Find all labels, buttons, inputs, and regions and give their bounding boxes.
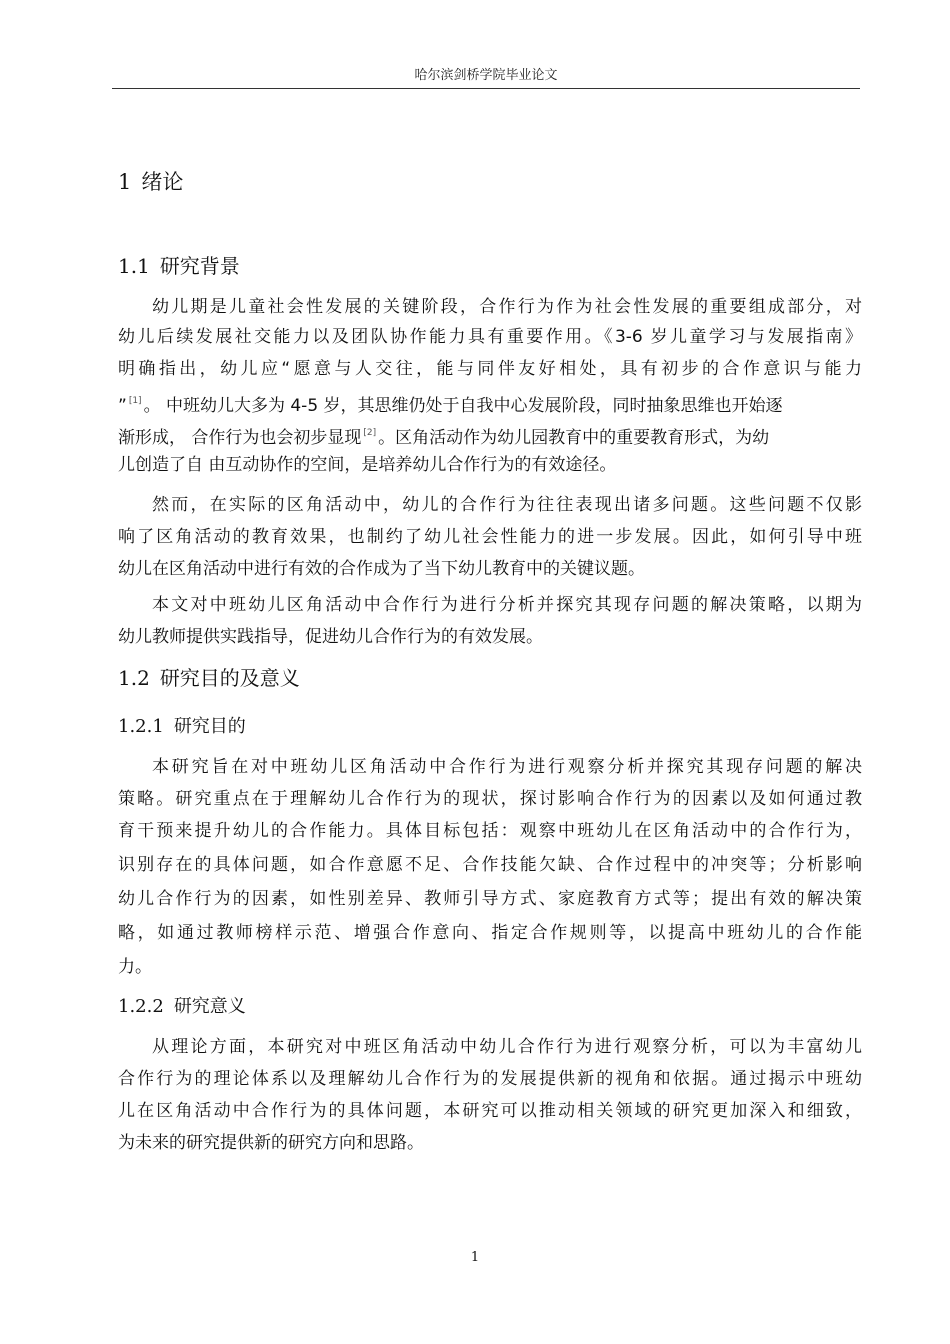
text-line: 幼儿期是儿童社会性发展的关键阶段，合作行为作为社会性发展的重要组成部分，对: [152, 297, 862, 317]
section-heading-1-2: [118, 662, 300, 691]
text-line: 育干预来提升幼儿的合作能力。具体目标包括：观察中班幼儿在区角活动中的合作行为，: [118, 821, 862, 841]
text-line: [118, 388, 783, 419]
text-line: 合作行为的理论体系以及理解幼儿合作行为的发展提供新的视角和依据。通过揭示中班幼: [118, 1069, 862, 1089]
text-line: 从理论方面，本研究对中班区角活动中幼儿合作行为进行观察分析，可以为丰富幼儿: [152, 1037, 862, 1057]
citation-ref-2[interactable]: [2]: [363, 428, 377, 438]
chapter-heading: [118, 166, 183, 196]
section-heading-1-1: [118, 250, 240, 279]
header-divider: [112, 88, 860, 89]
text-line: 幼儿教师提供实践指导，促进幼儿合作行为的有效发展。: [118, 627, 543, 647]
running-header: 哈尔滨剑桥学院毕业论文: [414, 68, 558, 83]
text-fragment: 。 中班幼儿大多为 4-5 岁，其思维仍处于自我中心发展阶段，同时抽象思维也开始逐: [143, 396, 783, 416]
text-line: 儿在区角活动中合作行为的具体问题，本研究可以推动相关领域的研究更加深入和细致，: [118, 1101, 862, 1121]
subsection-number: 1.2.2: [118, 996, 164, 1017]
text-line: 明确指出，幼儿应“愿意与人交往，能与同伴友好相处，具有初步的合作意识与能力: [118, 359, 862, 379]
text-line: 本研究旨在对中班幼儿区角活动中合作行为进行观察分析并探究其现存问题的解决: [152, 757, 862, 777]
text-line: 为未来的研究提供新的研究方向和思路。: [118, 1133, 424, 1153]
text-fragment: ”: [118, 396, 127, 416]
section-title: 研究目的及意义: [159, 666, 300, 690]
subsection-number: 1.2.1: [118, 716, 164, 737]
text-line: [118, 420, 769, 451]
text-line: 响了区角活动的教育效果，也制约了幼儿社会性能力的进一步发展。因此，如何引导中班: [118, 527, 862, 547]
text-line: 策略。研究重点在于理解幼儿合作行为的现状，探讨影响合作行为的因素以及如何通过教: [118, 789, 862, 809]
text-line: 儿创造了自 由互动协作的空间，是培养幼儿合作行为的有效途径。: [118, 455, 617, 475]
text-fragment: 。区角活动作为幼儿园教育中的重要教育形式，为幼: [378, 428, 770, 448]
citation-ref-1[interactable]: [1]: [128, 396, 142, 406]
text-line: 力。: [118, 957, 152, 977]
text-line: 幼儿合作行为的因素，如性别差异、教师引导方式、家庭教育方式等；提出有效的解决策: [118, 889, 862, 909]
text-line: 然而，在实际的区角活动中，幼儿的合作行为往往表现出诸多问题。这些问题不仅影: [152, 495, 862, 515]
chapter-number: 1: [118, 170, 132, 194]
chapter-title: 绪论: [141, 170, 184, 194]
section-number: 1.1: [118, 254, 150, 278]
subsection-heading-1-2-1: [118, 712, 246, 738]
text-line: 幼儿在区角活动中进行有效的合作成为了当下幼儿教育中的关键议题。: [118, 559, 645, 579]
subsection-heading-1-2-2: [118, 992, 246, 1018]
text-fragment: 渐形成， 合作行为也会初步显现: [118, 428, 362, 448]
section-title: 研究背景: [159, 254, 240, 278]
text-line: 幼儿后续发展社交能力以及团队协作能力具有重要作用。《3-6 岁儿童学习与发展指南》: [118, 327, 862, 347]
text-line: 本文对中班幼儿区角活动中合作行为进行分析并探究其现存问题的解决策略，以期为: [152, 595, 862, 615]
subsection-title: 研究意义: [173, 996, 246, 1017]
text-line: 识别存在的具体问题，如合作意愿不足、合作技能欠缺、合作过程中的冲突等；分析影响: [118, 855, 862, 875]
page-number: 1: [470, 1250, 480, 1265]
subsection-title: 研究目的: [173, 716, 246, 737]
section-number: 1.2: [118, 666, 150, 690]
text-line: 略，如通过教师榜样示范、增强合作意向、指定合作规则等，以提高中班幼儿的合作能: [118, 923, 862, 943]
